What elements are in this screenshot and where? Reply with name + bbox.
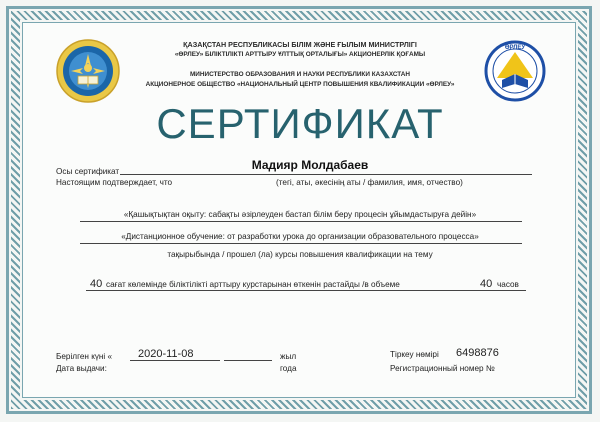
topic-line: тақырыбында / прошел (ла) курсы повышения квалификации на тему <box>167 250 433 259</box>
ministry-emblem-icon <box>55 38 121 104</box>
orleu-logo-icon <box>484 38 546 104</box>
header-company-ru: АКЦИОНЕРНОЕ ОБЩЕСТВО «НАЦИОНАЛЬНЫЙ ЦЕНТР ПОВЫШЕНИЯ КВАЛИФИКАЦИИ «ӨРЛЕУ» <box>145 81 455 88</box>
certificate-title: СЕРТИФИКАТ <box>156 100 444 147</box>
hours-underline <box>86 290 526 291</box>
reg-label-ru: Регистрационный номер № <box>390 364 495 373</box>
hours-number-kz: 40 <box>90 278 103 290</box>
reg-label-kz: Тіркеу нөмірі <box>390 350 439 359</box>
header-company-kz: «ӨРЛЕУ» БІЛІКТІЛІКТІ АРТТЫРУ ҰЛТТЫҚ ОРТАЛЫҒЫ» АКЦИОНЕРЛІК ҚОҒАМЫ <box>174 51 426 58</box>
issue-date: 2020-11-08 <box>138 348 194 360</box>
year-label-kz: жыл <box>280 352 297 361</box>
hours-number-ru: 40 <box>480 278 493 290</box>
issued-label-ru: Дата выдачи: <box>56 364 107 373</box>
date-underline <box>130 360 220 361</box>
orleu-logo-text: ӨРЛЕУ <box>504 45 526 51</box>
header-ministry-ru: МИНИСТЕРСТВО ОБРАЗОВАНИЯ И НАУКИ РЕСПУБЛИКИ КАЗАХСТАН <box>189 71 411 78</box>
cert-intro-kz: Осы сертификат <box>56 167 120 176</box>
hours-unit: часов <box>497 280 519 289</box>
registration-number: 6498876 <box>456 347 499 359</box>
course-title-ru: «Дистанционное обучение: от разработки урока до организации образовательного процесса» <box>121 232 479 241</box>
course-title-kz: «Қашықтықтан оқыту: сабақты әзірлеуден бастап білім беру процесін ұйымдастыруға дейін» <box>123 210 477 219</box>
course-kz-underline <box>80 221 522 222</box>
issued-label-kz: Берілген күні « <box>56 352 113 361</box>
name-caption: (тегі, аты, әкесінің аты / фамилия, имя, отчество) <box>276 178 463 187</box>
hours-text: сағат көлемінде біліктілікті арттыру курстарынан өткенін растайды /в объеме <box>106 280 400 289</box>
name-underline <box>120 174 532 175</box>
course-ru-underline <box>80 243 522 244</box>
cert-intro-ru: Настоящим подтверждает, что <box>56 178 173 187</box>
header-ministry-kz: ҚАЗАҚСТАН РЕСПУБЛИКАСЫ БІЛІМ ЖӘНЕ ҒЫЛЫМ МИНИСТРЛІГІ <box>183 40 417 49</box>
date-underline-2 <box>224 360 272 361</box>
recipient-name: Мадияр Молдабаев <box>251 158 369 172</box>
year-label-ru: года <box>280 364 297 373</box>
